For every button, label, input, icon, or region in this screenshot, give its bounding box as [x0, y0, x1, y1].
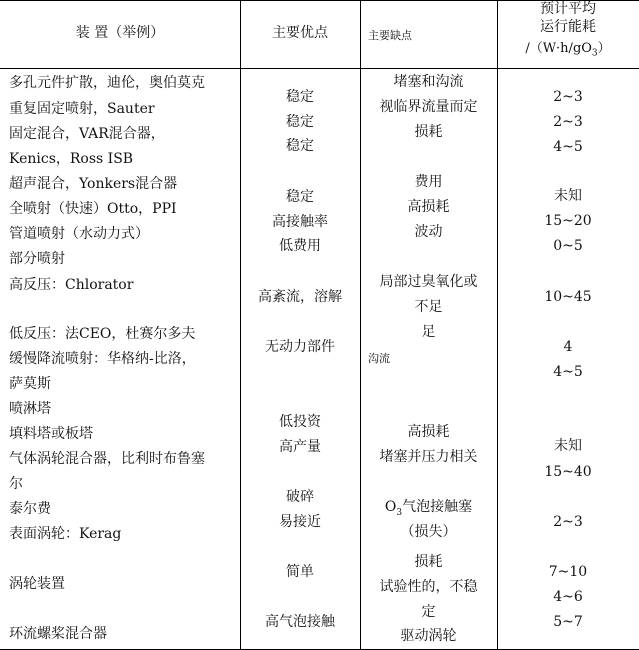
device-line: Kenics，Ross ISB: [9, 151, 134, 167]
advantage-line: 稳定: [286, 138, 314, 154]
advantage-line: 稳定: [286, 189, 314, 205]
device-line: 喷淋塔: [9, 401, 51, 417]
advantage-line: 稳定: [286, 89, 314, 105]
device-line: 涡轮装置: [9, 576, 65, 592]
disadvantage-line: 堵塞和沟流: [393, 74, 464, 90]
header-energy-close: ）: [597, 41, 611, 56]
header-device: 装 置（举例）: [75, 25, 165, 41]
ozone-symbol: O: [384, 499, 397, 515]
disadvantage-line: [360, 498, 497, 522]
energy-value: 0~5: [553, 238, 583, 254]
disadvantage-line: 试验性的，不稳: [379, 579, 478, 595]
advantage-line: 高气泡接触: [265, 614, 335, 630]
disadvantage-line: 波动: [414, 224, 443, 240]
header-disadvantages: 主要缺点: [368, 29, 412, 42]
device-line: 高反压：Chlorator: [9, 277, 134, 293]
energy-value: 4~6: [553, 589, 583, 605]
energy-value: 4~5: [553, 139, 583, 155]
energy-value: 15~40: [544, 464, 592, 480]
device-line: 环流螺桨混合器: [9, 626, 107, 642]
ozone-subscript: 3: [396, 507, 403, 518]
disadvantage-line: 定: [421, 604, 436, 620]
header-energy-line-1: 预计平均: [540, 1, 596, 17]
advantage-line: 高产量: [279, 439, 321, 455]
device-line: 气体涡轮混合器，比利时布鲁塞: [9, 451, 205, 467]
disadvantage-line: 高损耗: [407, 199, 450, 215]
energy-value: 10~45: [544, 289, 592, 305]
advantage-line: 低投资: [279, 414, 321, 430]
disadvantage-line: 费用: [414, 174, 443, 190]
advantage-line: 高紊流，溶解: [258, 289, 342, 305]
advantage-line: 高接触率: [272, 214, 328, 230]
advantage-line: 低费用: [279, 238, 321, 254]
disadvantage-line: 沟流: [368, 352, 390, 365]
device-line: 重复固定喷射，Sauter: [9, 101, 155, 117]
device-line: 超声混合，Yonkers混合器: [9, 176, 178, 192]
device-line: 部分喷射: [9, 251, 65, 267]
device-line: 缓慢降流喷射：华格纳-比洛，: [9, 351, 196, 367]
ozone-bubble-text: 气泡接触塞: [402, 499, 473, 515]
device-line: 萨莫斯: [9, 376, 51, 392]
energy-value: 2~3: [553, 514, 583, 530]
device-line: 全喷射（快速）Otto，PPI: [9, 201, 177, 217]
disadvantage-line: （损失）: [400, 524, 457, 540]
device-line: 表面涡轮：Kerag: [9, 526, 122, 542]
device-line: 管道喷射（水动力式）: [9, 226, 149, 242]
device-line: 泰尔费: [9, 501, 51, 517]
energy-value: 未知: [554, 438, 582, 454]
header-energy-subscript: 3: [591, 48, 598, 59]
header-energy-line-2: 运行能耗: [540, 19, 596, 35]
header-bottom-border: [0, 68, 639, 69]
disadvantage-line: 不足: [414, 299, 443, 315]
disadvantage-line: 损耗: [414, 554, 443, 570]
advantage-line: 稳定: [286, 114, 314, 130]
disadvantage-line: 驱动涡轮: [400, 628, 457, 644]
disadvantage-line: 视临界流量而定: [379, 99, 478, 115]
energy-value: 未知: [554, 188, 582, 204]
energy-value: 2~3: [553, 114, 583, 130]
advantage-line: 破碎: [286, 489, 314, 505]
energy-value: 4~5: [553, 364, 583, 380]
header-advantages: 主要优点: [272, 25, 328, 41]
energy-value: 2~3: [553, 89, 583, 105]
device-line: 填料塔或板塔: [9, 426, 93, 442]
energy-value: 5~7: [553, 614, 583, 630]
energy-value: 15~20: [544, 213, 592, 229]
disadvantage-line: 堵塞并压力相关: [379, 449, 478, 465]
header-energy-unit: /（W·h/gO: [525, 41, 592, 56]
device-line: 低反压：法CEO，杜赛尔多夫: [9, 326, 196, 342]
device-line: 尔: [9, 476, 23, 492]
advantage-line: 无动力部件: [265, 339, 335, 355]
device-line: 固定混合，VAR混合器，: [9, 126, 165, 142]
energy-value: 7~10: [548, 564, 588, 580]
device-line: 多孔元件扩散，迪伦，奥伯莫克: [9, 75, 205, 91]
disadvantage-line: 高损耗: [407, 424, 450, 440]
disadvantage-line: 局部过臭氧化或: [379, 274, 478, 290]
energy-value: 4: [563, 339, 573, 355]
advantage-line: 易接近: [279, 514, 321, 530]
advantage-line: 简单: [286, 564, 314, 580]
header-energy-line-3: [497, 40, 639, 63]
disadvantage-line: 损耗: [414, 124, 443, 140]
disadvantage-line: 足: [421, 324, 436, 340]
